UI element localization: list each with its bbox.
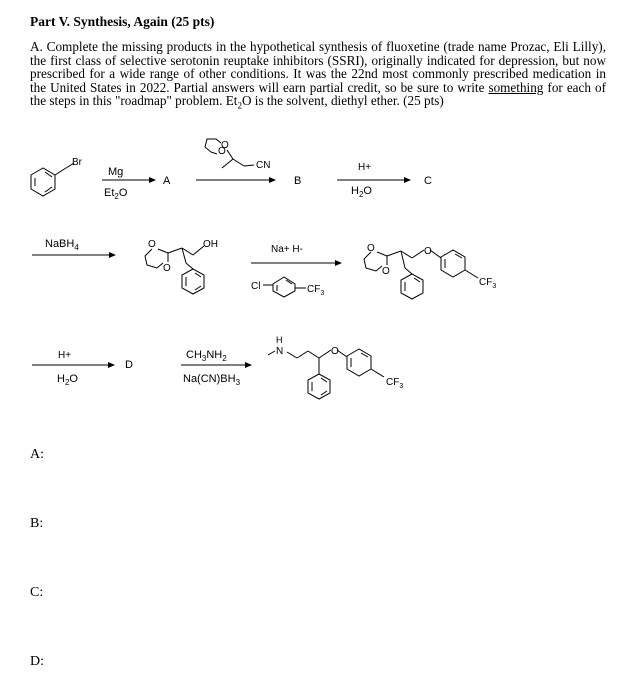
amine-hydrogen: H — [276, 335, 283, 345]
acid-reagent-1: H+ — [358, 162, 372, 173]
ring-oxygen-6: O — [382, 266, 390, 277]
cf3-label-1: $CF_3$ — [307, 284, 325, 297]
chloro-trifluoromethylbenzene-structure — [263, 277, 306, 297]
reaction-arrow-6 — [32, 362, 115, 368]
product-d-label: D — [125, 359, 133, 371]
underlined-word: something — [488, 79, 544, 95]
product-b-label: B — [294, 175, 302, 187]
ether-oxygen-2: O — [331, 346, 339, 357]
fluoxetine-structure — [268, 349, 384, 399]
reaction-arrow-5 — [251, 260, 342, 266]
answer-label-c: C: — [30, 585, 44, 600]
reaction-arrow-7 — [181, 362, 252, 368]
water-reagent-1: $H_2O$ — [351, 185, 372, 199]
reaction-arrow-2 — [196, 177, 276, 183]
reaction-arrow-3 — [337, 177, 411, 183]
sodium-hydride-reagent: Na+ H- — [271, 244, 303, 255]
cf3-label-3: $CF_3$ — [386, 377, 404, 390]
cf3-label-2: $CF_3$ — [479, 277, 497, 290]
ether-oxygen-1: O — [424, 246, 432, 257]
mg-reagent: Mg — [108, 166, 124, 178]
dioxolane-nitrile-structure — [205, 139, 254, 168]
methylamine-reagent: $CH_3NH_2$ — [186, 349, 227, 363]
nitrile-label: CN — [256, 160, 271, 171]
nabh4-reagent: NaBH$_4$ — [45, 238, 79, 252]
cyanoborohydride-reagent: $Na(CN)BH_3$ — [183, 373, 241, 387]
intro-text-2: for each of the steps in this "roadmap" problem. Et — [30, 79, 606, 109]
ring-oxygen-2: O — [221, 140, 229, 151]
intro-subscript: 2 — [237, 101, 242, 112]
alcohol-intermediate-structure — [145, 246, 204, 294]
section-title: Part V. Synthesis, Again (25 pts) — [30, 14, 215, 29]
ether-solvent-1: $Et_2O$ — [104, 187, 128, 201]
reaction-arrow-4 — [32, 252, 116, 258]
water-reagent-2: $H_2O$ — [57, 373, 78, 387]
answer-label-d: D: — [30, 654, 44, 669]
chloro-label: Cl — [251, 281, 261, 292]
ring-oxygen-1: O — [218, 146, 226, 157]
ring-oxygen-5: O — [367, 243, 375, 254]
hydroxyl-label: OH — [203, 239, 218, 250]
acid-reagent-2: H+ — [58, 350, 72, 361]
intro-text-1: A. Complete the missing products in the hypothetical synthesis of fluoxetine (trade name Prozac, Eli Lilly), the first class of selective serotonin reuptake inhibitors (SSRI), originally indicated for depression, but now prescribed for a wide range of other conditions. It was the 22nd most commonly prescribed medication in the United States in 2022. Partial answers will earn partial credit, so be sure to write — [30, 39, 606, 95]
amine-nitrogen: N — [276, 346, 284, 357]
ring-oxygen-4: O — [163, 263, 171, 274]
product-c-label: C — [424, 175, 432, 187]
answer-label-b: B: — [30, 516, 44, 531]
intro-text-3: O is the solvent, diethyl ether. (25 pts) — [241, 93, 444, 109]
product-a-label: A — [163, 175, 171, 187]
answer-label-a: A: — [30, 447, 44, 462]
bromobenzene-structure — [31, 163, 74, 196]
bromo-label: Br — [72, 157, 82, 168]
ring-oxygen-3: O — [148, 239, 156, 250]
